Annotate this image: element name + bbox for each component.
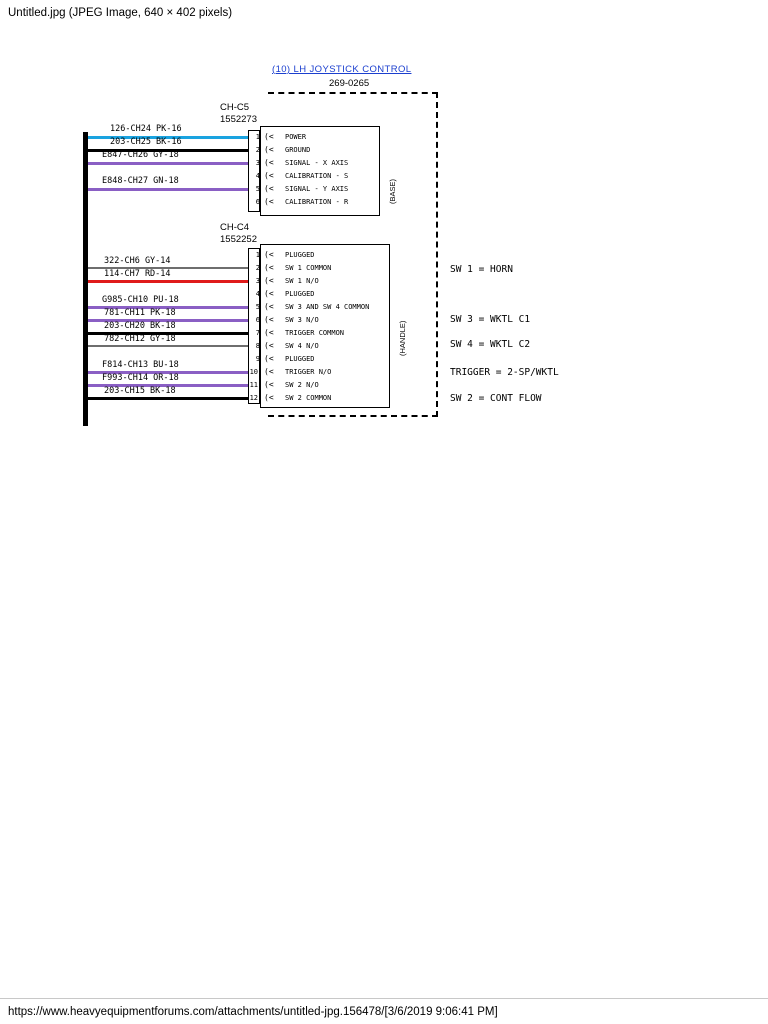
pin-desc: PLUGGED [285,355,315,363]
pin-number: 10 [249,368,258,376]
pin-arrow-icon: (< [264,354,274,363]
pin-arrow-icon: (< [264,289,274,298]
pin-arrow-icon: (< [264,341,274,350]
pin-desc: PLUGGED [285,290,315,298]
wire-line [88,162,248,165]
wire-label: 203-CH25 BK-16 [110,137,182,147]
page-footer [0,998,768,1024]
pin-arrow-icon: (< [264,315,274,324]
connector-c4-name: CH-C4 [220,222,250,233]
wire-label: G985-CH10 PU-18 [102,295,179,305]
wire-line [88,397,248,400]
connector-c4-section-label: (HANDLE) [398,320,407,356]
pin-number: 7 [255,329,260,337]
harness-trunk [83,132,88,426]
pin-desc: SIGNAL - X AXIS [285,159,349,167]
pin-arrow-icon: (< [264,132,274,141]
wire-line [88,280,248,283]
wire-label: 203-CH20 BK-18 [104,321,176,331]
image-title: Untitled.jpg (JPEG Image, 640 × 402 pixels) [8,7,233,19]
pin-arrow-icon: (< [264,171,274,180]
pin-number: 1 [255,133,260,141]
pin-desc: SW 4 N/O [285,342,319,350]
pin-number: 12 [249,394,258,402]
legend-item-trigger: TRIGGER = 2-SP/WKTL [450,367,559,378]
pin-number: 11 [249,381,258,389]
wiring-diagram [0,26,768,446]
pin-desc: SW 2 COMMON [285,394,332,402]
pin-arrow-icon: (< [264,302,274,311]
wire-label: 781-CH11 PK-18 [104,308,176,318]
pin-desc: PLUGGED [285,251,315,259]
pin-number: 5 [255,185,260,193]
connector-c5-section-label: (BASE) [388,178,397,204]
wire-label: E847-CH26 GY-18 [102,150,179,160]
pin-arrow-icon: (< [264,263,274,272]
wire-label: F814-CH13 BU-18 [102,360,179,370]
pin-desc: SW 1 COMMON [285,264,332,272]
pin-arrow-icon: (< [264,158,274,167]
pin-desc: TRIGGER N/O [285,368,332,376]
pin-arrow-icon: (< [264,367,274,376]
pin-number: 4 [255,172,260,180]
page-header [0,0,768,26]
legend-item-sw2: SW 2 = CONT FLOW [450,393,542,404]
pin-number: 8 [255,342,260,350]
pin-desc: GROUND [285,146,311,154]
pin-desc: SW 3 N/O [285,316,319,324]
pin-desc: TRIGGER COMMON [285,329,345,337]
wire-line [88,345,248,347]
pin-desc: SW 1 N/O [285,277,319,285]
source-url: https://www.heavyequipmentforums.com/attachments/untitled-jpg.156478/[3/6/2019 9:06:41 PM] [8,1006,498,1018]
pin-desc: SIGNAL - Y AXIS [285,185,349,193]
connector-c4-part: 1552252 [220,234,257,245]
wire-label: E848-CH27 GN-18 [102,176,179,186]
pin-desc: CALIBRATION - S [285,172,349,180]
pin-arrow-icon: (< [264,328,274,337]
pin-number: 3 [255,277,260,285]
connector-c5-name: CH-C5 [220,102,250,113]
wire-label: 782-CH12 GY-18 [104,334,176,344]
wire-label: F993-CH14 OR-18 [102,373,179,383]
wire-label: 322-CH6 GY-14 [104,256,171,266]
diagram-part-number: 269-0265 [329,78,370,89]
diagram-title-link[interactable]: (10) LH JOYSTICK CONTROL [272,64,412,75]
pin-desc: POWER [285,133,307,141]
pin-number: 5 [255,303,260,311]
pin-number: 2 [255,264,260,272]
pin-desc: CALIBRATION - R [285,198,349,206]
pin-number: 6 [255,198,260,206]
pin-arrow-icon: (< [264,145,274,154]
legend-item-sw1: SW 1 = HORN [450,264,513,275]
wire-label: 114-CH7 RD-14 [104,269,171,279]
wire-label: 126-CH24 PK-16 [110,124,182,134]
legend-item-sw4: SW 4 = WKTL C2 [450,339,531,350]
pin-arrow-icon: (< [264,250,274,259]
wire-line [88,188,248,191]
pin-number: 2 [255,146,260,154]
pin-arrow-icon: (< [264,276,274,285]
connector-c5-part: 1552273 [220,114,257,125]
pin-number: 4 [255,290,260,298]
pin-number: 9 [255,355,260,363]
pin-number: 1 [255,251,260,259]
pin-number: 6 [255,316,260,324]
wire-label: 203-CH15 BK-18 [104,386,176,396]
pin-arrow-icon: (< [264,380,274,389]
legend-item-sw3: SW 3 = WKTL C1 [450,314,531,325]
pin-desc: SW 3 AND SW 4 COMMON [285,303,370,311]
pin-arrow-icon: (< [264,184,274,193]
pin-arrow-icon: (< [264,393,274,402]
pin-arrow-icon: (< [264,197,274,206]
pin-number: 3 [255,159,260,167]
pin-desc: SW 2 N/O [285,381,319,389]
